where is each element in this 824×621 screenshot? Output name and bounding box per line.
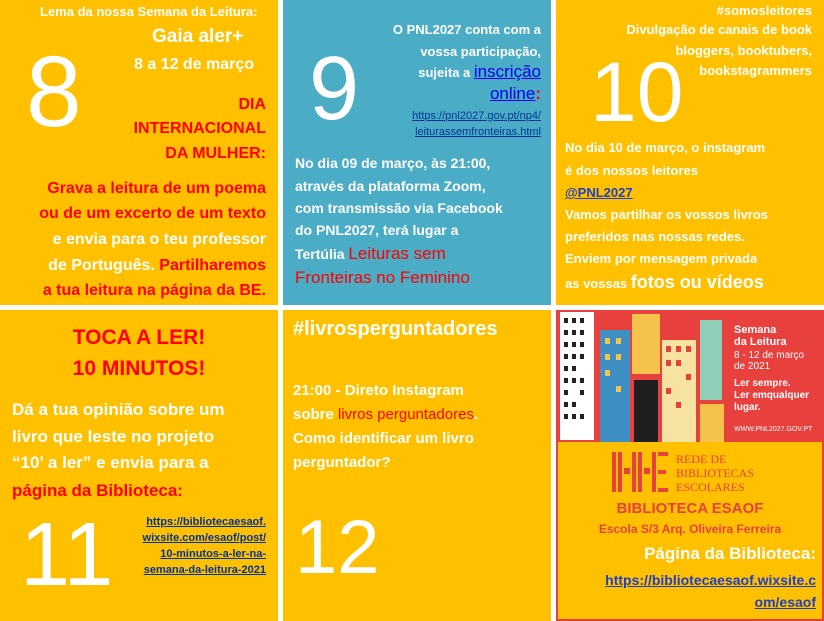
rbe-network-line-2: BIBLIOTECAS <box>676 466 754 480</box>
c9-body-line-3: com transmissão via Facebook <box>295 200 503 216</box>
c10-body-line-3: Vamos partilhar os vossos livros <box>565 207 769 222</box>
library-url-line-2[interactable]: om/esaof <box>754 594 816 610</box>
c9-body-line-5 <box>295 244 446 264</box>
day-number-8: 8 <box>26 36 82 148</box>
womens-day-line-3: DA MULHER: <box>165 145 266 162</box>
day-12-panel <box>283 310 551 621</box>
c9-event-line-2: Fronteiras no Feminino <box>295 268 470 287</box>
c8-body-line-2: ou de um excerto de um texto <box>39 205 266 222</box>
c11-url-line-3[interactable]: 10-minutos-a-ler-na- <box>160 548 266 560</box>
c12-body-line-2c: . <box>473 406 479 423</box>
c9-body-line-1: No dia 09 de março, às 21:00, <box>295 155 491 171</box>
poster-slogan-line-1: Ler sempre. <box>734 378 791 389</box>
registration-link-part-2[interactable]: online <box>489 84 536 103</box>
library-school: Escola S/3 Arq. Oliveira Ferreira <box>598 522 782 536</box>
poster-title-line-2: da Leitura <box>734 336 787 348</box>
c11-title-line-2: 10 MINUTOS! <box>72 357 206 380</box>
c10-instagram-handle[interactable]: @PNL2027 <box>565 185 633 200</box>
c8-body-line-4b: Partilharemos <box>159 257 266 274</box>
c9-intro-line-3 <box>418 62 541 82</box>
rbe-logo-icon <box>612 452 668 492</box>
day-9-panel <box>283 0 551 305</box>
c8-body-line-5: a tua leitura na página da BE. <box>42 282 266 299</box>
poster-url: WWW.PNL2027.GOV.PT <box>734 426 813 433</box>
registration-link-part-1[interactable]: inscrição <box>473 62 541 81</box>
c9-event-line-1: Leituras sem <box>348 244 446 263</box>
c11-url-line-1[interactable]: https://bibliotecaesaof. <box>146 516 266 528</box>
poster-illustration <box>556 310 746 442</box>
c12-body-line-2a: sobre <box>293 406 339 423</box>
womens-day-line-1: DIA <box>238 96 266 113</box>
c10-hashtag: #somosleitores <box>716 3 812 18</box>
c11-url-line-4[interactable]: semana-da-leitura-2021 <box>143 564 266 576</box>
reading-week-poster <box>556 310 824 442</box>
c11-body-line-2: livro que leste no projeto <box>12 427 215 446</box>
c10-body-line-5: Enviem por mensagem privada <box>565 251 758 266</box>
womens-day-line-2: INTERNACIONAL <box>133 120 266 137</box>
day-number-10: 10 <box>590 45 684 139</box>
c8-body-line-1: Grava a leitura de um poema <box>47 180 266 197</box>
c8-body-line-3: e envia para o teu professor <box>52 231 266 248</box>
theme-label: Lema da nossa Semana da Leitura: <box>40 4 258 19</box>
c10-promo-line-3: bookstagrammers <box>699 63 812 78</box>
c9-body-line-2: através da plataforma Zoom, <box>295 178 486 194</box>
c9-intro-line-1: O PNL2027 conta com a <box>392 22 541 37</box>
day-number-11: 11 <box>20 505 114 605</box>
theme-name: Gaia aler+ <box>152 26 244 47</box>
c10-body-line-4: preferidos nas nossas redes. <box>565 229 745 244</box>
day-number-12: 12 <box>295 505 380 590</box>
library-name: BIBLIOTECA ESAOF <box>616 500 764 517</box>
c9-body-line-5-text: Tertúlia <box>295 246 349 262</box>
c12-body-line-3: Como identificar um livro <box>293 430 474 447</box>
c12-questioning-books: livros perguntadores <box>338 406 474 423</box>
c10-body-line-2: é dos nossos leitores <box>565 163 698 178</box>
c9-intro-line-3-text: sujeita a <box>418 65 474 80</box>
rbe-network-line-3: ESCOLARES <box>676 480 745 494</box>
day-11-panel <box>0 310 278 621</box>
poster-slogan-line-3: lugar. <box>734 402 761 413</box>
c12-hashtag: #livrosperguntadores <box>293 318 498 340</box>
poster-dates-line-1: 8 - 12 de março <box>734 350 805 361</box>
c8-body-line-4a: de Português. <box>48 257 160 274</box>
day-8-panel <box>0 0 278 305</box>
c11-title-line-1: TOCA A LER! <box>72 326 206 349</box>
rbe-network-line-1: REDE DE <box>676 452 727 466</box>
library-url-line-1[interactable]: https://bibliotecaesaof.wixsite.c <box>605 572 816 588</box>
c10-body-line-1: No dia 10 de março, o instagram <box>565 140 766 155</box>
c9-url-line-2[interactable]: leiturassemfronteiras.html <box>415 126 541 138</box>
c10-promo-line-2: bloggers, booktubers, <box>675 43 812 58</box>
c9-body-line-4: do PNL2027, terá lugar a <box>295 222 459 238</box>
c10-promo-line-1: Divulgação de canais de book <box>626 22 812 37</box>
c12-body-line-1: 21:00 - Direto Instagram <box>293 382 464 399</box>
c10-photos-videos: fotos ou vídeos <box>630 272 764 292</box>
theme-dates: 8 a 12 de março <box>134 56 255 73</box>
poster-title-line-1: Semana <box>734 324 777 336</box>
c11-body-line-3: “10’ a ler” e envia para a <box>12 453 209 472</box>
c10-body-line-6-text: as vossas <box>565 276 631 291</box>
c10-body-line-6 <box>565 272 764 293</box>
library-panel <box>556 442 824 621</box>
c11-body-line-4: página da Biblioteca: <box>12 481 183 500</box>
day-number-9: 9 <box>309 39 360 139</box>
poster-dates-line-2: de 2021 <box>734 361 771 372</box>
c11-body-line-1: Dá a tua opinião sobre um <box>12 400 225 419</box>
c9-colon: : <box>535 84 541 103</box>
c11-url-line-2[interactable]: wixsite.com/esaof/post/ <box>142 532 266 544</box>
c9-intro-line-4 <box>490 84 541 104</box>
c9-url-line-1[interactable]: https://pnl2027.gov.pt/np4/ <box>412 110 541 122</box>
day-10-panel <box>556 0 824 305</box>
library-page-label: Página da Biblioteca: <box>644 544 816 563</box>
poster-slogan-line-2: Ler emqualquer <box>734 390 810 401</box>
c12-body-line-2 <box>293 406 478 423</box>
c9-intro-line-2: vossa participação, <box>420 44 541 59</box>
c8-body-line-4 <box>48 257 266 275</box>
c12-body-line-4: perguntador? <box>293 454 391 471</box>
